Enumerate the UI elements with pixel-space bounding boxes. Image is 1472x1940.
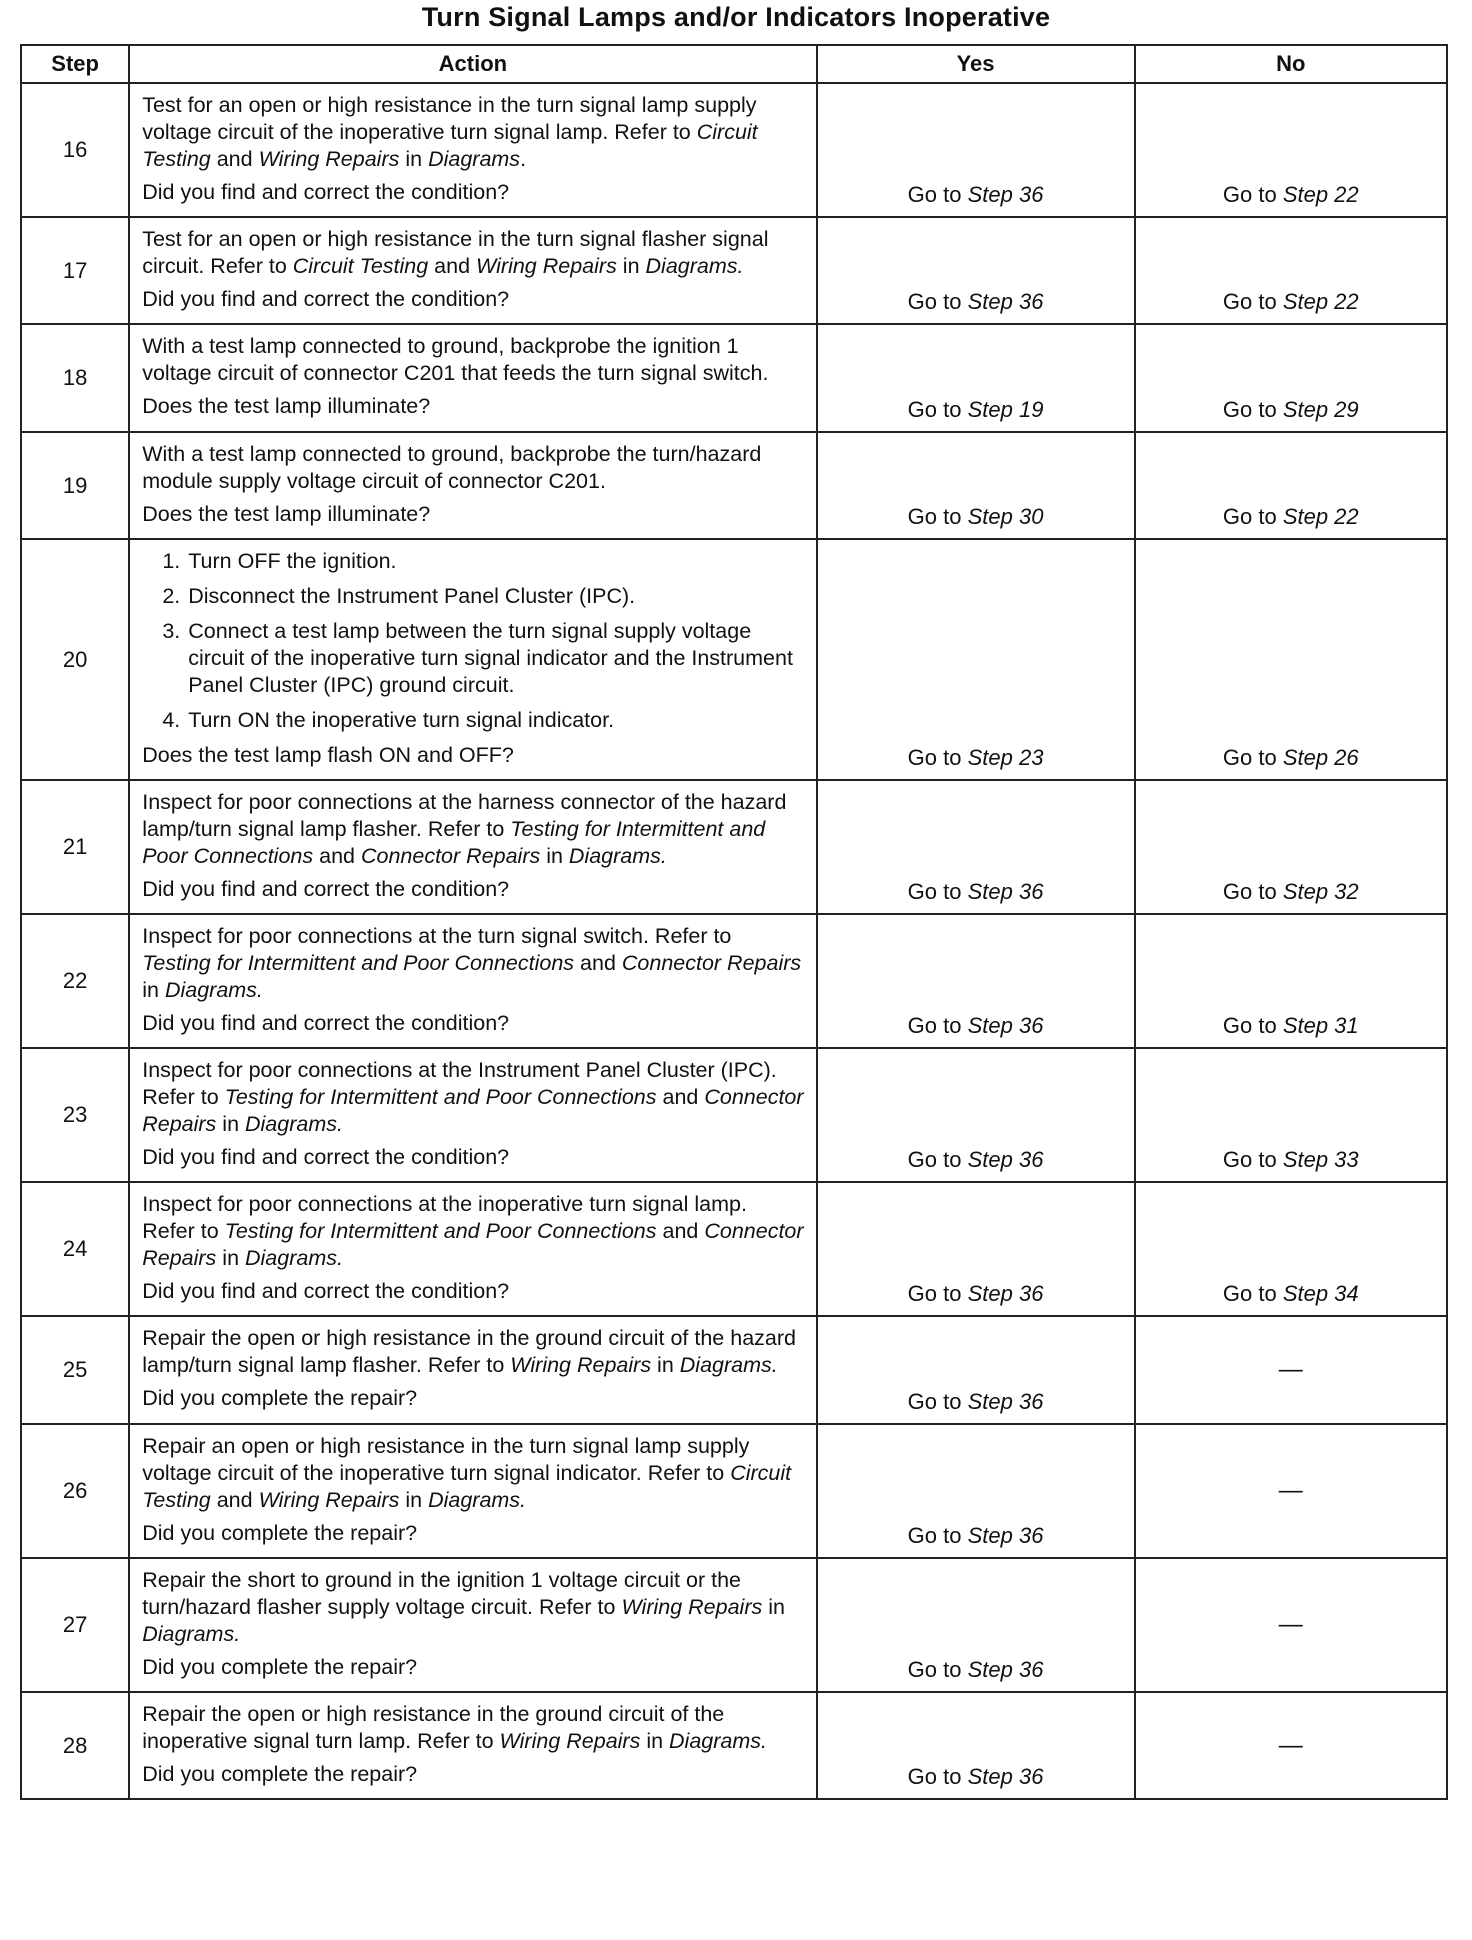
go-to-label: Go to — [907, 879, 962, 904]
action-text-segment: in — [216, 1112, 245, 1136]
action-text-segment: and — [656, 1085, 705, 1109]
no-result — [1135, 324, 1447, 432]
go-to-label: Go to — [1222, 182, 1277, 207]
go-to-label: Go to — [907, 1389, 962, 1414]
no-result-dash: — — [1135, 1316, 1447, 1424]
table-row — [21, 1424, 1447, 1558]
column-header-step: Step — [21, 45, 129, 83]
reference-text: Diagrams. — [142, 1622, 241, 1646]
action-text-segment: in — [399, 1488, 429, 1512]
no-result — [1135, 914, 1447, 1048]
yes-result — [817, 1316, 1135, 1424]
action-question: Does the test lamp illuminate? — [142, 502, 431, 526]
go-to-label: Go to — [907, 1147, 962, 1172]
go-to-label: Go to — [1222, 289, 1277, 314]
step-reference: Step 19 — [967, 397, 1044, 422]
action-question: Does the test lamp flash ON and OFF? — [142, 743, 514, 767]
table-row — [21, 324, 1447, 432]
no-result — [1135, 1182, 1447, 1316]
step-reference: Step 36 — [967, 879, 1044, 904]
table-row — [21, 1692, 1447, 1799]
action-question: Did you find and correct the condition? — [142, 1279, 510, 1303]
action-text-segment: and — [428, 254, 477, 278]
step-reference: Step 36 — [967, 182, 1044, 207]
action-text — [142, 1057, 803, 1138]
reference-text: Diagrams. — [645, 254, 744, 278]
action-question: Did you find and correct the condition? — [142, 877, 510, 901]
go-to-label: Go to — [1222, 879, 1277, 904]
step-reference: Step 31 — [1282, 1013, 1359, 1038]
step-number: 20 — [21, 539, 129, 780]
action-text — [142, 1191, 803, 1272]
action-question: Did you find and correct the condition? — [142, 180, 510, 204]
action-text — [142, 441, 803, 495]
action-cell — [129, 1316, 816, 1424]
yes-result — [817, 1182, 1135, 1316]
column-header-yes: Yes — [817, 45, 1135, 83]
action-cell — [129, 432, 816, 539]
table-row — [21, 1048, 1447, 1182]
step-reference: Step 36 — [967, 1147, 1044, 1172]
reference-text: Connector Repairs — [142, 1085, 804, 1136]
step-number: 19 — [21, 432, 129, 539]
yes-result — [817, 432, 1135, 539]
reference-text: Testing for Intermittent and Poor Connections — [224, 1085, 657, 1109]
action-text-segment: in — [762, 1595, 785, 1619]
step-number: 16 — [21, 83, 129, 217]
step-reference: Step 32 — [1282, 879, 1359, 904]
step-reference: Step 22 — [1282, 182, 1359, 207]
reference-text: Diagrams. — [164, 978, 263, 1002]
go-to-label: Go to — [907, 1523, 962, 1548]
yes-result — [817, 1558, 1135, 1692]
step-reference: Step 23 — [967, 745, 1044, 770]
action-question: Did you complete the repair? — [142, 1762, 418, 1786]
no-result-dash: — — [1135, 1558, 1447, 1692]
yes-result — [817, 217, 1135, 324]
yes-result — [817, 83, 1135, 217]
yes-result — [817, 1048, 1135, 1182]
go-to-label: Go to — [1222, 1281, 1277, 1306]
action-text — [142, 92, 803, 173]
action-text-segment: in — [399, 147, 429, 171]
reference-text: Wiring Repairs — [499, 1729, 641, 1753]
yes-result — [817, 780, 1135, 914]
step-reference: Step 22 — [1282, 289, 1359, 314]
action-cell — [129, 83, 816, 217]
action-text-segment: in — [616, 254, 646, 278]
action-text — [142, 333, 803, 387]
go-to-label: Go to — [907, 1764, 962, 1789]
reference-text: Circuit Testing — [142, 120, 758, 171]
go-to-label: Go to — [907, 745, 962, 770]
action-text-segment: and — [210, 1488, 259, 1512]
step-reference: Step 36 — [967, 1523, 1044, 1548]
action-text — [142, 789, 803, 870]
reference-text: Diagrams — [428, 147, 521, 171]
action-text-segment: Inspect for poor connections at the turn signal switch. Refer to — [142, 924, 732, 948]
reference-text: Diagrams. — [679, 1353, 778, 1377]
action-text-segment: and — [574, 951, 622, 975]
table-row — [21, 432, 1447, 539]
reference-text: Testing for Intermittent and Poor Connections — [142, 817, 766, 868]
go-to-label: Go to — [907, 289, 962, 314]
list-item: 1. Turn OFF the ignition. — [186, 548, 803, 575]
step-reference: Step 36 — [967, 1389, 1044, 1414]
action-steps-list — [142, 548, 803, 734]
action-cell — [129, 1558, 816, 1692]
table-row — [21, 914, 1447, 1048]
step-number: 21 — [21, 780, 129, 914]
action-text-segment: Repair the open or high resistance in the ground circuit of the inoperative signal turn lamp. Refer to — [142, 1702, 725, 1753]
action-question: Did you complete the repair? — [142, 1386, 418, 1410]
reference-text: Diagrams. — [568, 844, 667, 868]
step-number: 23 — [21, 1048, 129, 1182]
no-result — [1135, 539, 1447, 780]
reference-text: Diagrams. — [245, 1112, 343, 1136]
step-reference: Step 36 — [967, 1764, 1044, 1789]
column-header-no: No — [1135, 45, 1447, 83]
action-text-segment: With a test lamp connected to ground, backprobe the turn/hazard module supply voltage circuit of connector C201. — [142, 442, 762, 493]
action-text — [142, 1701, 803, 1755]
action-text-segment: Repair the short to ground in the ignition 1 voltage circuit or the turn/hazard flasher supply voltage circuit. Refer to — [142, 1568, 741, 1619]
go-to-label: Go to — [1222, 1013, 1277, 1038]
reference-text: Diagrams. — [669, 1729, 767, 1753]
reference-text: Connector Repairs — [621, 951, 802, 975]
action-text-segment: Repair an open or high resistance in the turn signal lamp supply voltage circuit of the inoperative turn signal indicator. Refer to — [142, 1434, 750, 1485]
no-result — [1135, 780, 1447, 914]
no-result-dash: — — [1135, 1424, 1447, 1558]
page-title: Turn Signal Lamps and/or Indicators Inoperative — [421, 2, 1051, 32]
table-row — [21, 1182, 1447, 1316]
reference-text: Wiring Repairs — [258, 1488, 400, 1512]
step-number: 28 — [21, 1692, 129, 1799]
list-item: 3. Connect a test lamp between the turn signal supply voltage circuit of the inoperative turn signal indicator and the Instrument Panel Cluster (IPC) ground circuit. — [186, 618, 803, 699]
action-text — [142, 1325, 803, 1379]
step-reference: Step 33 — [1282, 1147, 1359, 1172]
action-cell — [129, 1692, 816, 1799]
table-header-row — [21, 45, 1447, 83]
reference-text: Wiring Repairs — [510, 1353, 652, 1377]
step-reference: Step 34 — [1282, 1281, 1359, 1306]
reference-text: Testing for Intermittent and Poor Connections — [142, 951, 575, 975]
no-result — [1135, 432, 1447, 539]
reference-text: Connector Repairs — [142, 1219, 804, 1270]
go-to-label: Go to — [907, 397, 962, 422]
step-number: 22 — [21, 914, 129, 1048]
column-header-action: Action — [129, 45, 816, 83]
step-number: 27 — [21, 1558, 129, 1692]
action-text-segment: in — [142, 978, 165, 1002]
go-to-label: Go to — [907, 1281, 962, 1306]
go-to-label: Go to — [1222, 1147, 1277, 1172]
list-item: 2. Disconnect the Instrument Panel Cluster (IPC). — [186, 583, 803, 610]
table-row — [21, 539, 1447, 780]
reference-text: Wiring Repairs — [621, 1595, 763, 1619]
action-question: Did you find and correct the condition? — [142, 1145, 510, 1169]
action-text — [142, 226, 803, 280]
action-question: Did you complete the repair? — [142, 1521, 418, 1545]
step-number: 18 — [21, 324, 129, 432]
go-to-label: Go to — [907, 1657, 962, 1682]
no-result — [1135, 1048, 1447, 1182]
table-row — [21, 83, 1447, 217]
action-cell — [129, 539, 816, 780]
table-row — [21, 780, 1447, 914]
action-question: Did you find and correct the condition? — [142, 287, 510, 311]
action-text-segment: and — [210, 147, 259, 171]
go-to-label: Go to — [907, 504, 962, 529]
no-result — [1135, 217, 1447, 324]
step-reference: Step 29 — [1282, 397, 1359, 422]
action-text-segment: Inspect for poor connections at the Instrument Panel Cluster (IPC). Refer to — [142, 1058, 777, 1109]
reference-text: Connector Repairs — [360, 844, 541, 868]
action-text-segment: in — [216, 1246, 245, 1270]
reference-text: Circuit Testing — [292, 254, 429, 278]
yes-result — [817, 1424, 1135, 1558]
go-to-label: Go to — [907, 1013, 962, 1038]
step-number: 17 — [21, 217, 129, 324]
no-result — [1135, 83, 1447, 217]
action-cell — [129, 324, 816, 432]
action-text — [142, 1433, 803, 1514]
action-text — [142, 923, 803, 1004]
action-text-segment: in — [640, 1729, 670, 1753]
step-number: 25 — [21, 1316, 129, 1424]
action-text-segment: in — [540, 844, 569, 868]
step-reference: Step 36 — [967, 289, 1044, 314]
action-text-segment: Repair the open or high resistance in the ground circuit of the hazard lamp/turn signal lamp flasher. Refer to — [142, 1326, 796, 1377]
no-result-dash: — — [1135, 1692, 1447, 1799]
diagnostic-table — [20, 44, 1448, 1800]
go-to-label: Go to — [1222, 745, 1277, 770]
action-text-segment: Inspect for poor connections at the harness connector of the hazard lamp/turn signal lamp flasher. Refer to — [142, 790, 787, 841]
action-text-segment: Test for an open or high resistance in the turn signal flasher signal circuit. Refer to — [142, 227, 769, 278]
go-to-label: Go to — [907, 182, 962, 207]
action-text-segment: Inspect for poor connections at the inoperative turn signal lamp. Refer to — [142, 1192, 747, 1243]
reference-text: Diagrams. — [428, 1488, 527, 1512]
step-number: 26 — [21, 1424, 129, 1558]
action-cell — [129, 1424, 816, 1558]
step-number: 24 — [21, 1182, 129, 1316]
yes-result — [817, 914, 1135, 1048]
action-question: Does the test lamp illuminate? — [142, 394, 431, 418]
go-to-label: Go to — [1222, 504, 1277, 529]
action-cell — [129, 1048, 816, 1182]
step-reference: Step 22 — [1282, 504, 1359, 529]
reference-text: Testing for Intermittent and Poor Connections — [224, 1219, 657, 1243]
list-item: 4. Turn ON the inoperative turn signal indicator. — [186, 707, 803, 734]
table-row — [21, 1558, 1447, 1692]
action-text-segment: and — [656, 1219, 705, 1243]
step-reference: Step 36 — [967, 1013, 1044, 1038]
action-text — [142, 1567, 803, 1648]
action-cell — [129, 1182, 816, 1316]
table-row — [21, 217, 1447, 324]
yes-result — [817, 539, 1135, 780]
go-to-label: Go to — [1222, 397, 1277, 422]
action-text-segment: . — [520, 147, 527, 171]
reference-text: Wiring Repairs — [258, 147, 400, 171]
action-question: Did you complete the repair? — [142, 1655, 418, 1679]
reference-text: Circuit Testing — [142, 1461, 792, 1512]
reference-text: Wiring Repairs — [476, 254, 617, 278]
action-question: Did you find and correct the condition? — [142, 1011, 510, 1035]
step-reference: Step 36 — [967, 1657, 1044, 1682]
action-text-segment: Test for an open or high resistance in the turn signal lamp supply voltage circuit of the inoperative turn signal lamp. Refer to — [142, 93, 757, 144]
yes-result — [817, 1692, 1135, 1799]
step-reference: Step 36 — [967, 1281, 1044, 1306]
action-cell — [129, 780, 816, 914]
step-reference: Step 26 — [1282, 745, 1359, 770]
reference-text: Diagrams. — [245, 1246, 343, 1270]
action-text-segment: in — [651, 1353, 680, 1377]
action-cell — [129, 217, 816, 324]
action-text-segment: With a test lamp connected to ground, backprobe the ignition 1 voltage circuit of connector C201 that feeds the turn signal switch. — [142, 334, 769, 385]
action-cell — [129, 914, 816, 1048]
step-reference: Step 30 — [967, 504, 1044, 529]
yes-result — [817, 324, 1135, 432]
table-row — [21, 1316, 1447, 1424]
action-text-segment: and — [313, 844, 361, 868]
